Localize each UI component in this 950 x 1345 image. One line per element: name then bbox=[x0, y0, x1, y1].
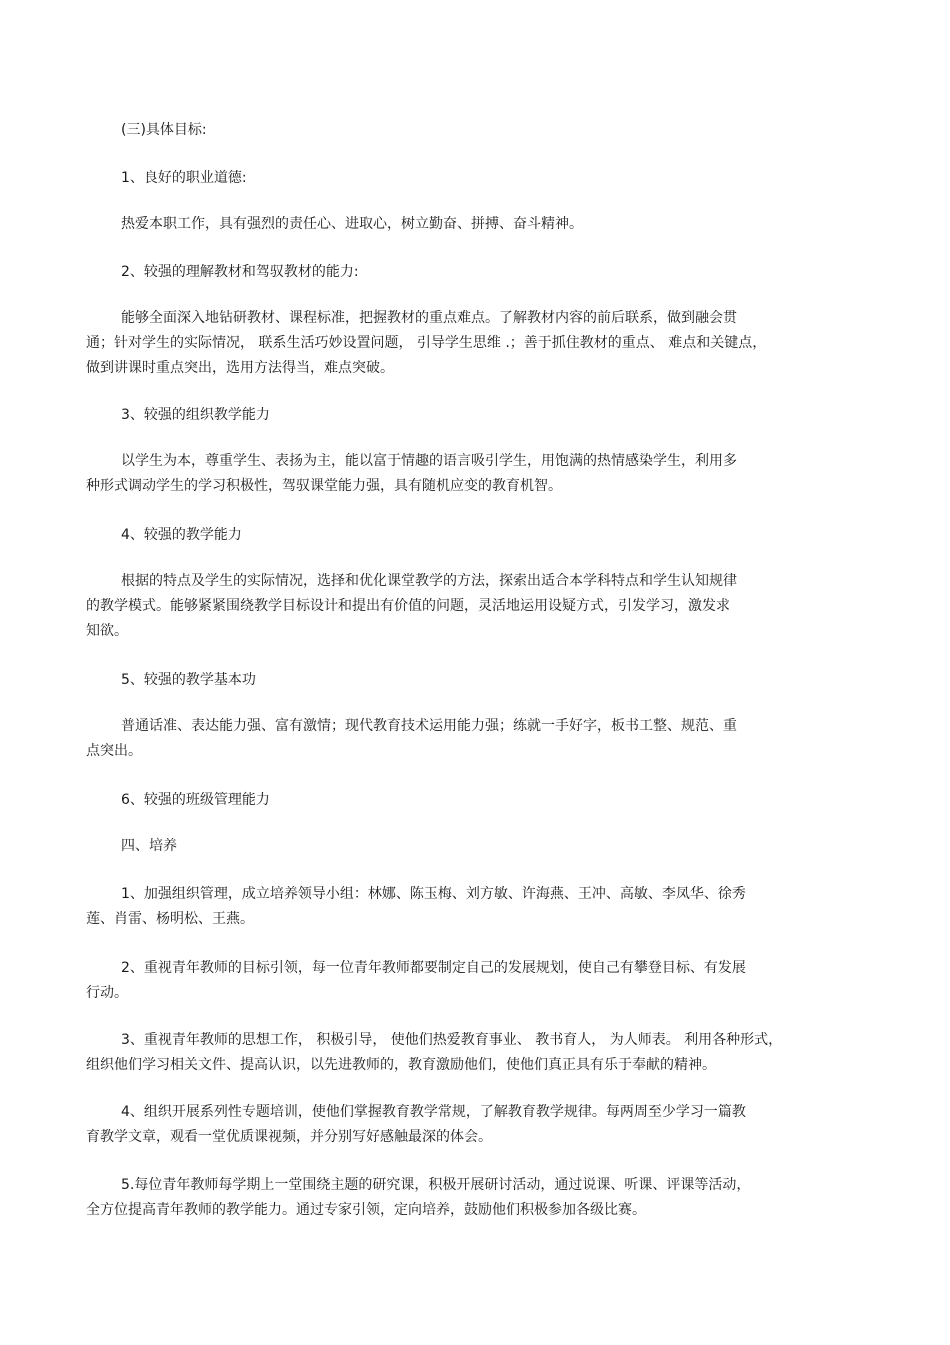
section-5-body-line: 普通话准、表达能力强、富有激情；现代教育技术运用能力强；练就一手好字，板书工整、规范、重 bbox=[121, 718, 737, 734]
section-2-body-line: 做到讲课时重点突出，选用方法得当，难点突破。 bbox=[86, 360, 394, 376]
training-item-line: 2、重视青年教师的目标引领，每一位青年教师都要制定自己的发展规划，使自己有攀登目标、有发展 bbox=[121, 960, 746, 976]
section-4-body-line: 知欲。 bbox=[86, 623, 128, 639]
section-5-body-line: 点突出。 bbox=[86, 743, 142, 759]
section-four-heading-text: 四、培养 bbox=[121, 838, 177, 854]
section-5-title-text: 5、较强的教学基本功 bbox=[121, 672, 256, 688]
training-item-line: 行动。 bbox=[86, 985, 128, 1001]
section-1-body-line: 热爱本职工作，具有强烈的责任心、进取心，树立勤奋、拼搏、奋斗精神。 bbox=[121, 216, 583, 232]
training-item-line: 莲、肖雷、杨明松、王燕。 bbox=[86, 911, 254, 927]
training-item-line: 3、重视青年教师的思想工作， 积极引导， 使他们热爱教育事业、 教书育人， 为人师表。 利用各种形式， bbox=[121, 1032, 783, 1048]
section-6-title-text: 6、较强的班级管理能力 bbox=[121, 792, 270, 808]
training-item-line: 5.每位青年教师每学期上一堂围绕主题的研究课，积极开展研讨活动，通过说课、听课、评课等活动， bbox=[121, 1177, 751, 1193]
section-3-body-line: 以学生为本，尊重学生、表扬为主，能以富于情趣的语言吸引学生，用饱满的热情感染学生，利用多 bbox=[121, 453, 737, 469]
training-item-line: 组织他们学习相关文件、提高认识，以先进教师的，教育激励他们，使他们真正具有乐于奉献的精神。 bbox=[86, 1057, 716, 1073]
section-2-title-text: 2、较强的理解教材和驾驭教材的能力: bbox=[121, 264, 359, 280]
section-1-title-text: 1、良好的职业道德: bbox=[121, 170, 247, 186]
training-item-line: 1、加强组织管理，成立培养领导小组：林娜、陈玉梅、刘方敏、许海燕、王冲、高敏、李凤华、徐秀 bbox=[121, 886, 746, 902]
sub-heading-text: (三)具体目标: bbox=[121, 122, 207, 138]
section-3-body-line: 种形式调动学生的学习积极性，驾驭课堂能力强，具有随机应变的教育机智。 bbox=[86, 478, 562, 494]
training-item-line: 4、组织开展系列性专题培训，使他们掌握教育教学常规，了解教育教学规律。每两周至少学习一篇教 bbox=[121, 1104, 746, 1120]
section-3-title-text: 3、较强的组织教学能力 bbox=[121, 407, 270, 423]
section-2-body-line: 通；针对学生的实际情况， 联系生活巧妙设置问题， 引导学生思维 .；善于抓住教材的重点、 难点和关键点， bbox=[86, 335, 767, 351]
training-item-line: 全方位提高青年教师的教学能力。通过专家引领，定向培养，鼓励他们积极参加各级比赛。 bbox=[86, 1202, 646, 1218]
training-item-line: 育教学文章，观看一堂优质课视频，并分别写好感触最深的体会。 bbox=[86, 1129, 492, 1145]
section-4-title-text: 4、较强的教学能力 bbox=[121, 527, 242, 543]
section-4-body-line: 根据的特点及学生的实际情况，选择和优化课堂教学的方法，探索出适合本学科特点和学生认知规律 bbox=[121, 573, 737, 589]
section-4-body-line: 的教学模式。能够紧紧围绕教学目标设计和提出有价值的问题，灵活地运用设疑方式，引发学习，激发求 bbox=[86, 598, 730, 614]
section-2-body-line: 能够全面深入地钻研教材、课程标准，把握教材的重点难点。了解教材内容的前后联系，做到融会贯 bbox=[121, 310, 737, 326]
